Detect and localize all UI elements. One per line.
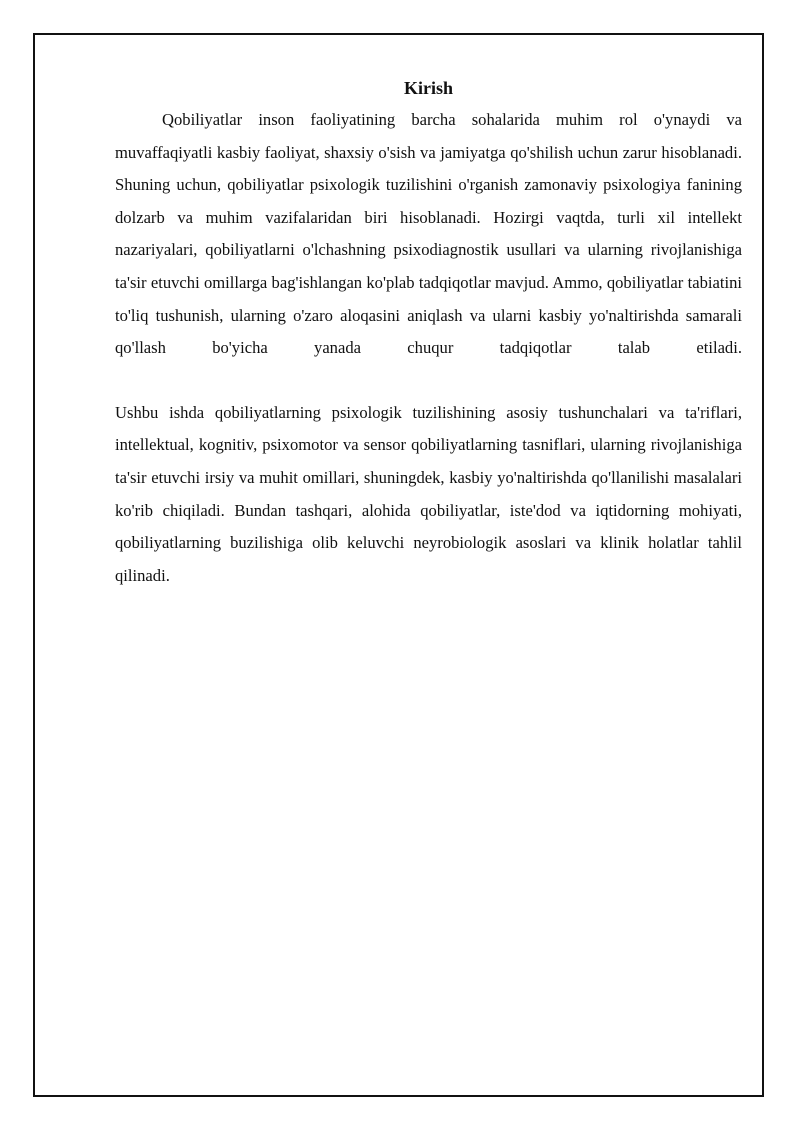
paragraph-intro: Qobiliyatlar inson faoliyatining barcha sohalarida muhim rol o'ynaydi va muvaffaqiyatli kasbiy faoliyat, shaxsiy o'sish va jamiyatga qo'shilish uchun zarur hisoblanadi. Shuning uchun, qobiliyatlar psixologik tuzilishini o'rganish zamonaviy psixologiya fanining dolzarb va muhim vazifalaridan biri hisoblanadi. Hozirgi vaqtda, turli xil intellekt nazariyalari, qobiliyatlarni o'lchashning psixodiagnostik usullari va ularning rivojlanishiga ta'sir etuvchi omillarga bag'ishlangan ko'plab tadqiqotlar mavjud. Ammo, qobiliyatlar tabiatini to'liq tushunish, ularning o'zaro aloqasini aniqlash va ularni kasbiy yo'naltirishda samarali qo'llash bo'yicha yanada chuqur tadqiqotlar talab etiladi.: [115, 110, 742, 358]
document-title: Kirish: [403, 78, 453, 98]
document-body: [115, 76, 742, 592]
paragraph-scope: Ushbu ishda qobiliyatlarning psixologik tuzilishining asosiy tushunchalari va ta'riflari, intellektual, kognitiv, psixomotor va sensor qobiliyatlarning tasniflari, ularning rivojlanishiga ta'sir etuvchi irsiy va muhit omillari, shuningdek, kasbiy yo'naltirishda qo'llanilishi masalalari ko'rib chiqiladi. Bundan tashqari, alohida qobiliyatlar, iste'dod va iqtidorning mohiyati, qobiliyatlarning buzilishiga olib keluvchi neyrobiologik asoslari va klinik holatlar tahlil qilinadi.: [115, 402, 742, 585]
